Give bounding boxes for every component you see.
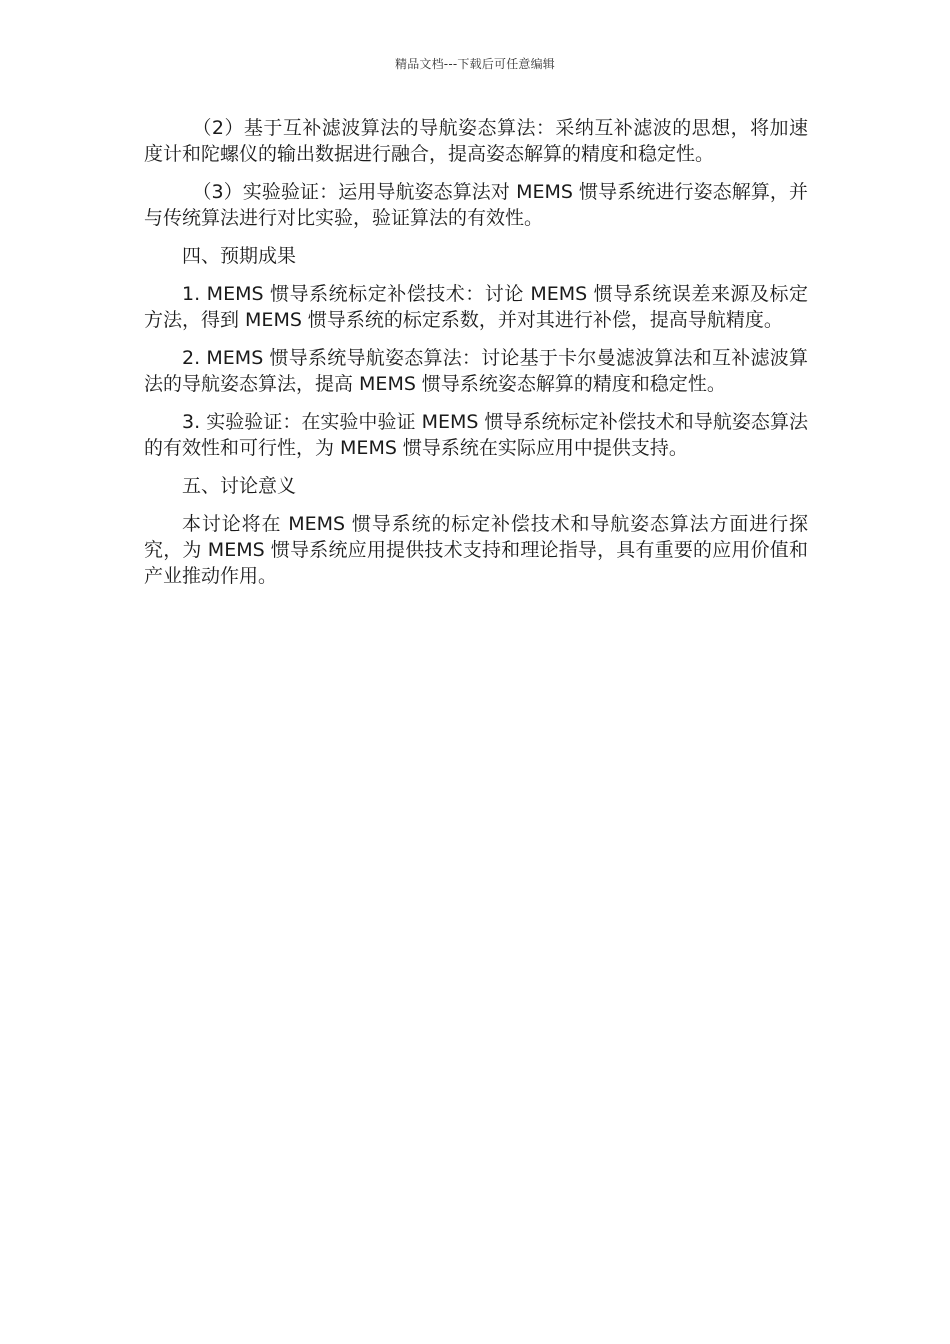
paragraph-experiment-verification: （3）实验验证：运用导航姿态算法对 MEMS 惯导系统进行姿态解算，并与传统算法进行对比实验，验证算法的有效性。: [144, 181, 808, 229]
paragraph-result-attitude-algorithm: 2. MEMS 惯导系统导航姿态算法：讨论基于卡尔曼滤波算法和互补滤波算法的导航姿态算法，提高 MEMS 惯导系统姿态解算的精度和稳定性。: [144, 347, 808, 395]
paragraph-result-verification: 3. 实验验证：在实验中验证 MEMS 惯导系统标定补偿技术和导航姿态算法的有效性和可行性，为 MEMS 惯导系统在实际应用中提供支持。: [144, 411, 808, 459]
page-header: 精品文档---下载后可任意编辑: [395, 57, 555, 71]
paragraph-significance: 本讨论将在 MEMS 惯导系统的标定补偿技术和导航姿态算法方面进行探究，为 MEMS 惯导系统应用提供技术支持和理论指导，具有重要的应用价值和产业推动作用。: [144, 513, 808, 587]
section-heading-expected-results: 四、预期成果: [182, 245, 297, 267]
paragraph-complementary-filter: （2）基于互补滤波算法的导航姿态算法：采纳互补滤波的思想，将加速度计和陀螺仪的输出数据进行融合，提高姿态解算的精度和稳定性。: [144, 117, 808, 165]
paragraph-result-calibration: 1. MEMS 惯导系统标定补偿技术：讨论 MEMS 惯导系统误差来源及标定方法，得到 MEMS 惯导系统的标定系数，并对其进行补偿，提高导航精度。: [144, 283, 808, 331]
document-body: [144, 115, 808, 601]
section-heading-significance: 五、讨论意义: [182, 475, 297, 497]
